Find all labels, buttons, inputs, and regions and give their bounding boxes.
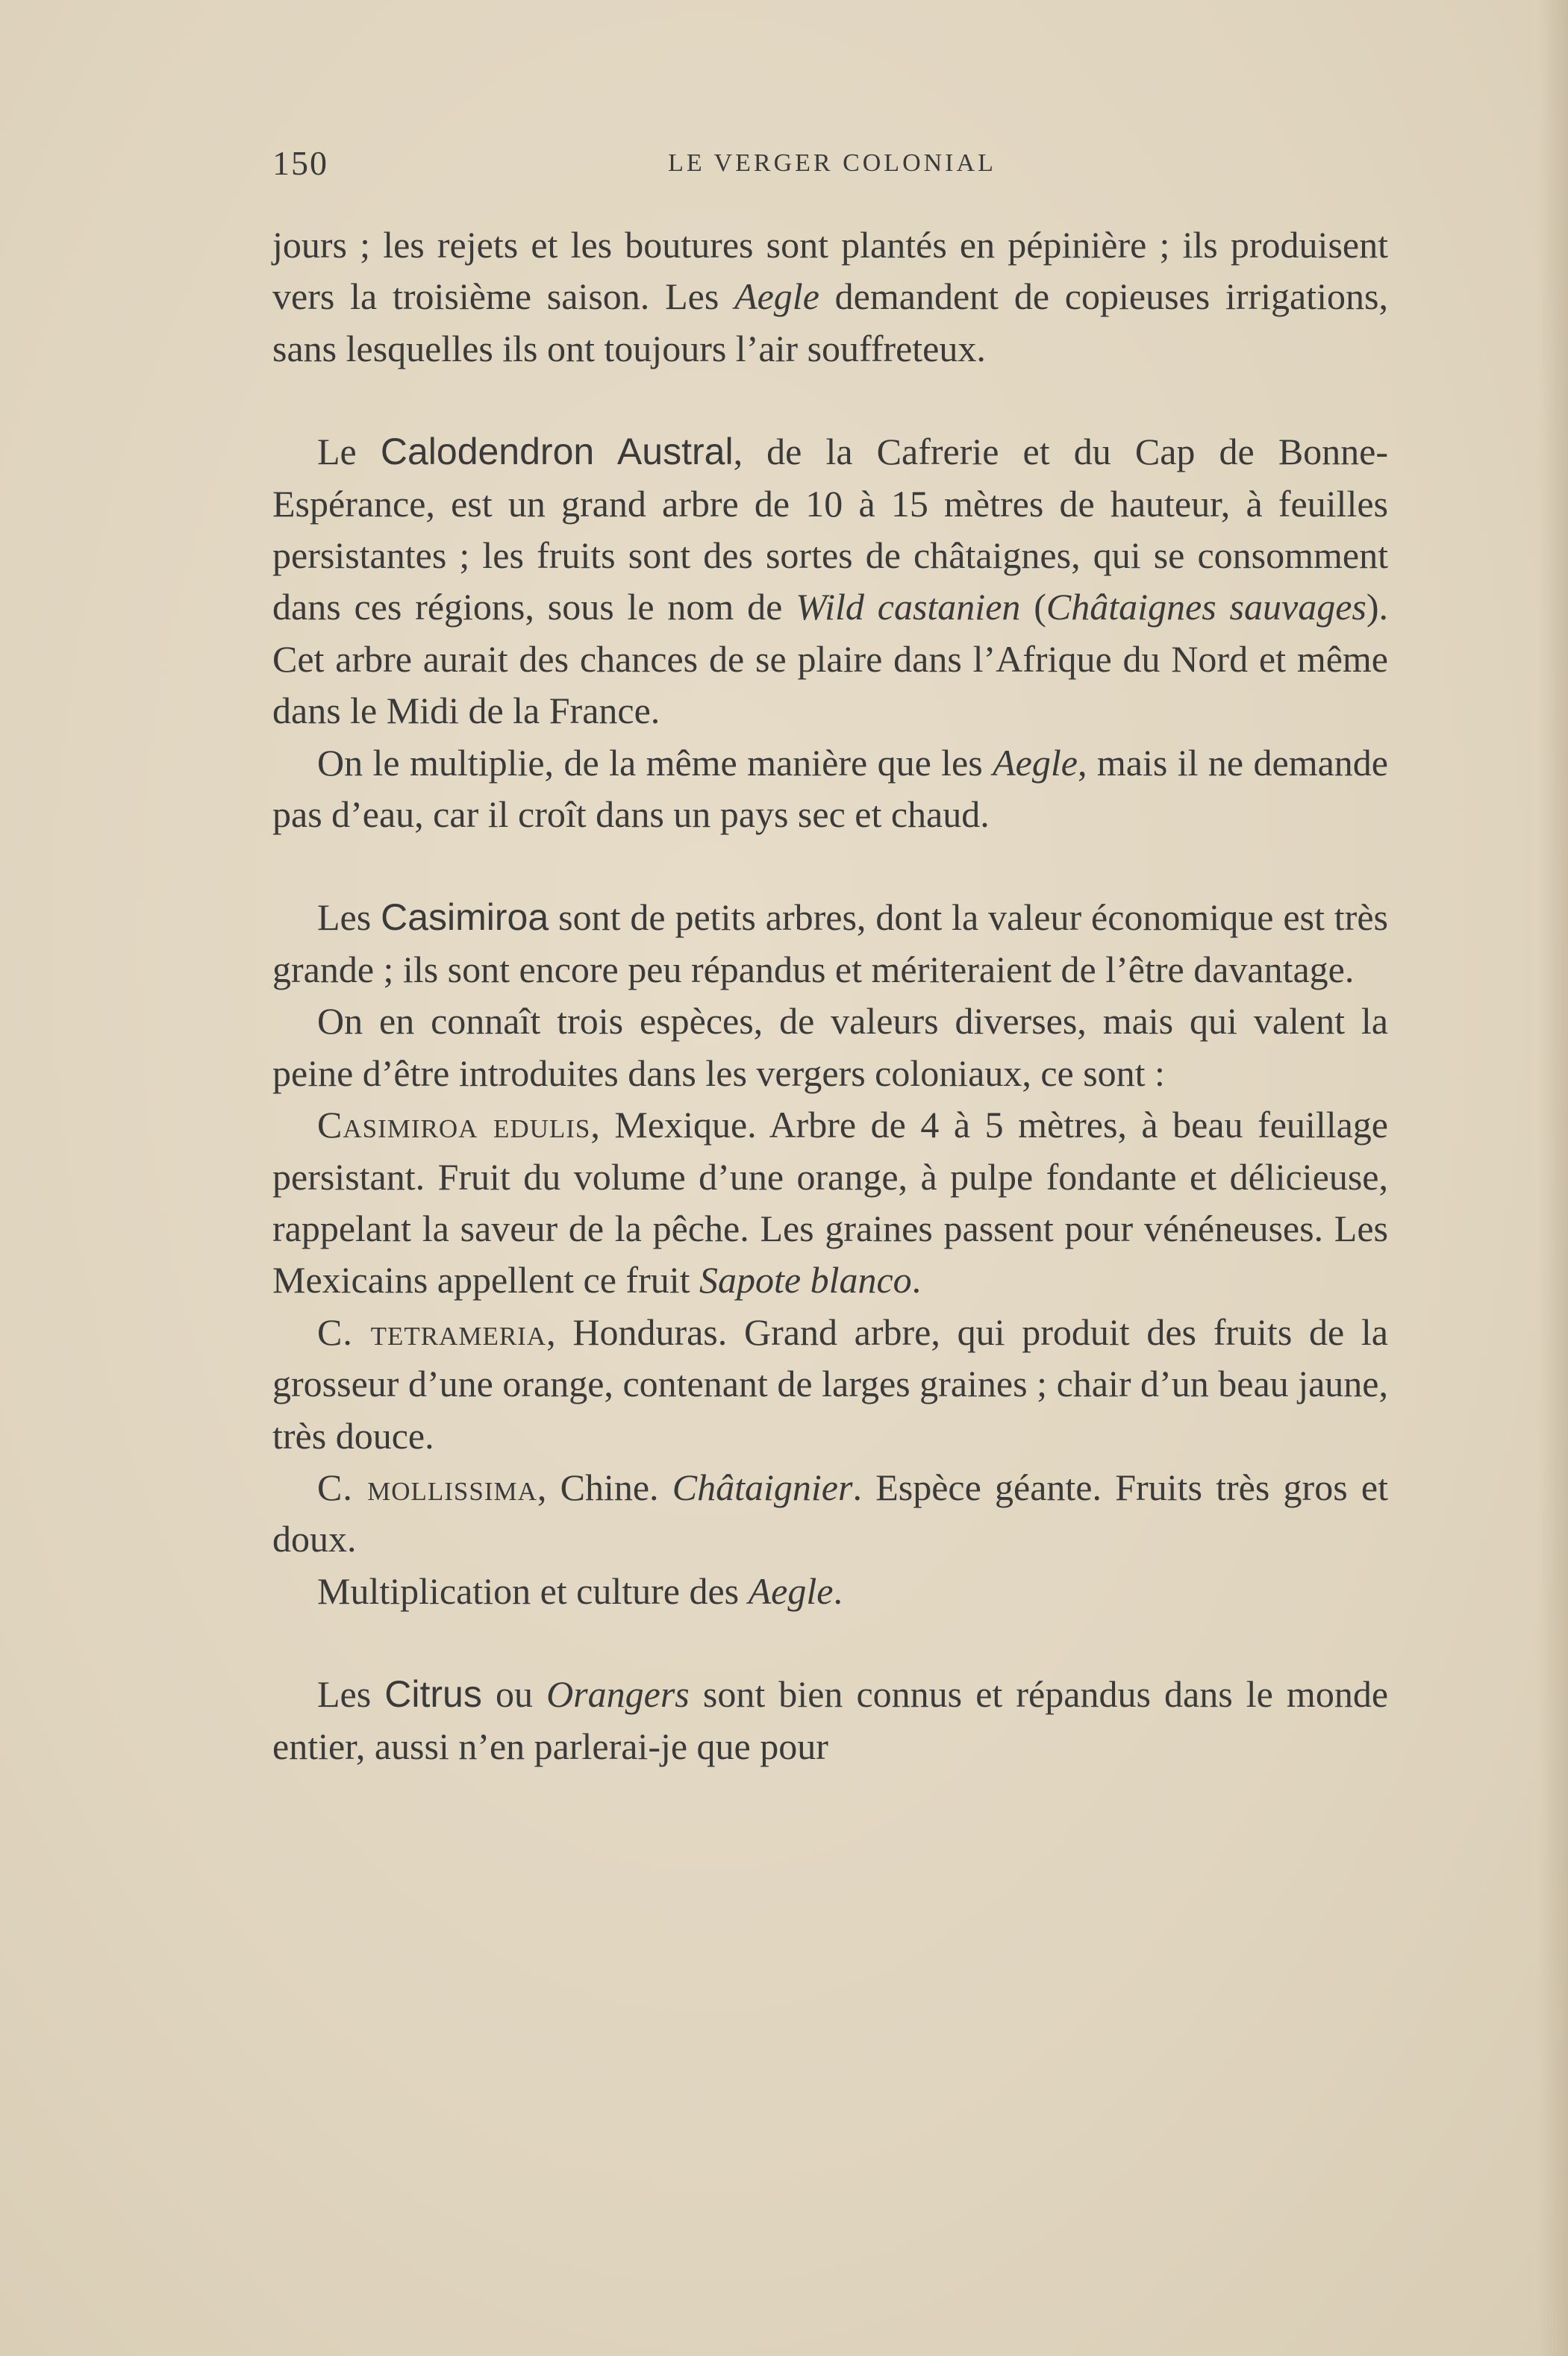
running-title: LE VERGER COLONIAL [668, 149, 996, 177]
paragraph-casimiroa: Les Casimiroa sont de petits arbres, dont la valeur économique est très grande ; ils sont encore peu répandus et mériteraient de l’être davantage. [272, 896, 1388, 990]
paragraph-calodendron: Le Calodendron Austral, de la Cafrerie et du Cap de Bonne-Espérance, est un grand arbre de 10 à 15 mètres de hauteur, à feuilles persistantes ; les fruits sont des sortes de châtaignes, qui se consomment dans ces régions, sous le nom de Wild castanien (Châtaignes sauvages). Cet arbre aurait des chances de se plaire dans l’Afrique du Nord et même dans le Midi de la France. [272, 431, 1389, 732]
term-casimiroa: Casimiroa [381, 896, 549, 939]
page-number: 150 [272, 144, 328, 182]
paragraph-three-species: On en connaît trois espèces, de valeurs diverses, mais qui valent la peine d’être introduites dans les vergers coloniaux, ce sont : [272, 1000, 1388, 1094]
body-text [272, 219, 1388, 1772]
paragraph-multiplication-calodendron: On le multiplie, de la même manière que les Aegle, mais il ne demande pas d’eau, car il croît dans un pays sec et chaud. [272, 741, 1388, 836]
page-header [272, 143, 1392, 188]
page-edge-shadow [1538, 0, 1568, 2356]
term-calodendron: Calodendron Austral [380, 431, 734, 473]
paragraph-citrus: Les Citrus ou Orangers sont bien connus et répandus dans le monde entier, aussi n’en parlerai-je que pour [272, 1673, 1389, 1767]
paragraph-1: jours ; les rejets et les boutures sont plantés en pépinière ; ils produisent vers la troisième saison. Les Aegle demandent de copieuses irrigations, sans lesquelles ils ont toujours l’air souffreteux. [272, 224, 1388, 369]
paragraph-casimiroa-tetrameria: C. tetrameria, Honduras. Grand arbre, qui produit des fruits de la grosseur d’une orange, contenant de larges graines ; chair d’un beau jaune, très douce. [272, 1310, 1389, 1457]
paragraph-casimiroa-edulis: Casimiroa edulis, Mexique. Arbre de 4 à 5 mètres, à beau feuillage persistant. Fruit du volume d’une orange, à pulpe fondante et délicieuse, rappelant la saveur de la pêche. Les graines passent pour vénéneuses. Les Mexicains appellent ce fruit Sapote blanco. [272, 1104, 1388, 1302]
paragraph-casimiroa-mollissima: C. mollissima, Chine. Châtaignier. Espèce géante. Fruits très gros et doux. [272, 1466, 1388, 1560]
term-citrus: Citrus [384, 1673, 482, 1716]
paragraph-multiplication-casimiroa: Multiplication et culture des Aegle. [317, 1569, 843, 1612]
